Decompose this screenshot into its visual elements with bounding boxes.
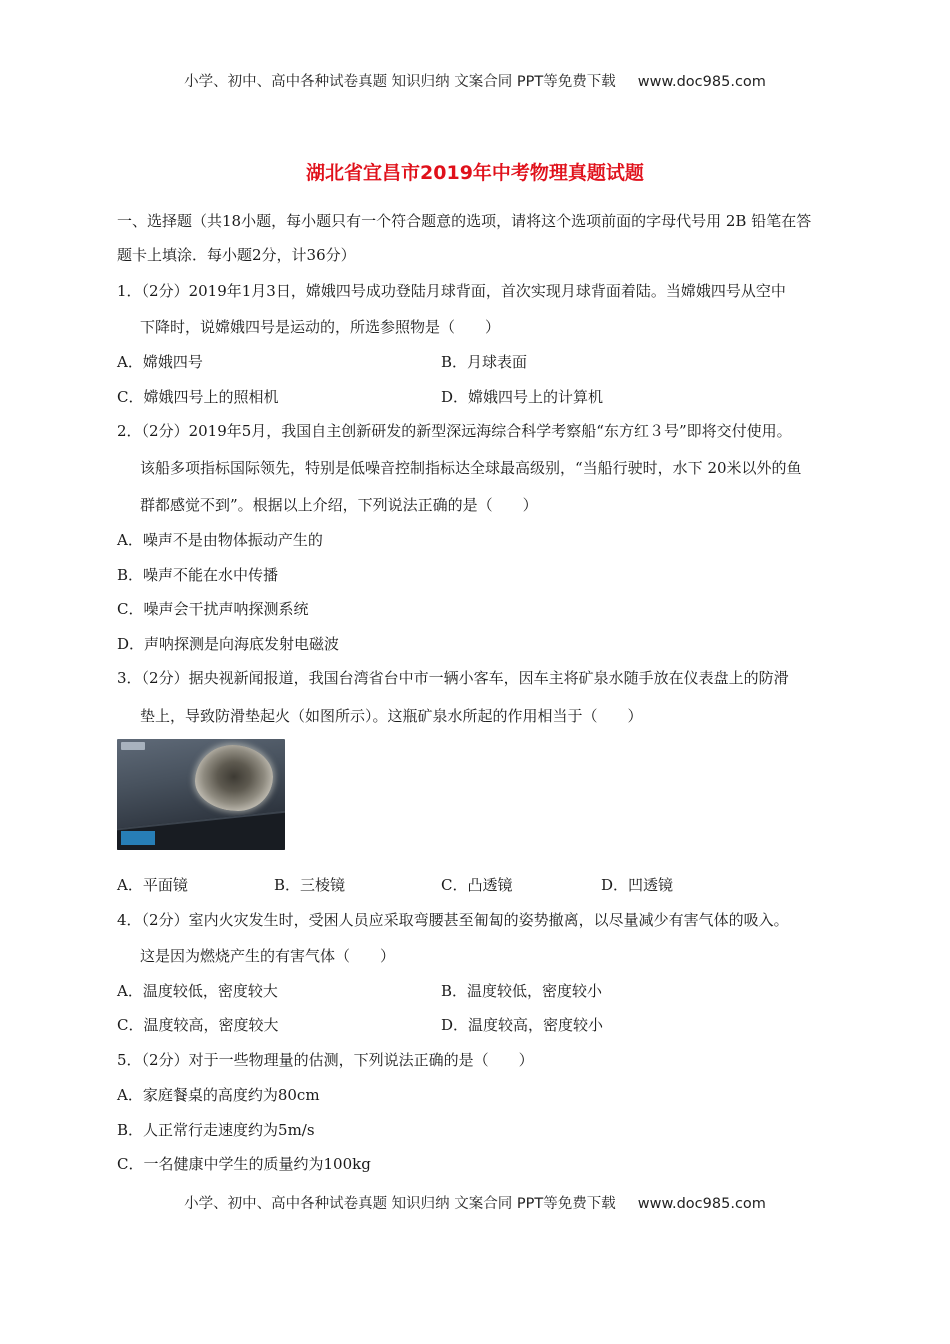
section-instructions-line-2: 题卡上填涂．每小题2分，计36分） — [117, 246, 356, 264]
question-2-option-c[interactable]: C．噪声会干扰声呐探测系统 — [117, 600, 309, 618]
page-header — [0, 70, 950, 91]
footer-site-link[interactable]: www.doc985.com — [637, 1196, 766, 1212]
question-4-option-b[interactable]: B．温度较低，密度较小 — [441, 982, 603, 1000]
question-5-option-c[interactable]: C．一名健康中学生的质量约为100kg — [117, 1155, 371, 1173]
question-4-option-d[interactable]: D．温度较高，密度较小 — [441, 1016, 604, 1034]
question-1-option-a[interactable]: A．嫦娥四号 — [117, 353, 203, 371]
question-3-option-d[interactable]: D．凹透镜 — [601, 876, 674, 894]
question-5-option-b[interactable]: B．人正常行走速度约为5m/s — [117, 1121, 315, 1139]
question-3-option-b[interactable]: B．三棱镜 — [274, 876, 346, 894]
question-1-option-d[interactable]: D．嫦娥四号上的计算机 — [441, 388, 604, 406]
tv-channel-logo — [121, 742, 145, 750]
header-site-link[interactable]: www.doc985.com — [637, 74, 766, 90]
section-instructions-line-1: 一、选择题（共18小题，每小题只有一个符合题意的选项，请将这个选项前面的字母代号用 2B 铅笔在答 — [117, 212, 812, 230]
question-3-line-1: 3．（2分）据央视新闻报道，我国台湾省台中市一辆小客车，因车主将矿泉水随手放在仪表盘上的防滑 — [117, 669, 789, 687]
question-4-option-c[interactable]: C．温度较高，密度较大 — [117, 1016, 279, 1034]
burned-mat-patch — [195, 745, 273, 811]
page-footer — [0, 1192, 950, 1213]
question-5-option-a[interactable]: A．家庭餐桌的高度约为80cm — [117, 1086, 320, 1104]
exam-title: 湖北省宜昌市2019年中考物理真题试题 — [306, 162, 644, 184]
question-2-option-b[interactable]: B．噪声不能在水中传播 — [117, 566, 279, 584]
question-2-option-d[interactable]: D．声呐探测是向海底发射电磁波 — [117, 635, 340, 653]
question-3-option-a[interactable]: A．平面镜 — [117, 876, 188, 894]
question-4-option-a[interactable]: A．温度较低，密度较大 — [117, 982, 278, 1000]
question-1-option-c[interactable]: C．嫦娥四号上的照相机 — [117, 388, 279, 406]
question-1-option-b[interactable]: B．月球表面 — [441, 353, 528, 371]
question-1-line-1: 1．（2分）2019年1月3日，嫦娥四号成功登陆月球背面，首次实现月球背面着陆。当嫦娥四号从空中 — [117, 282, 786, 300]
question-5-line-1: 5．（2分）对于一些物理量的估测，下列说法正确的是（ ） — [117, 1051, 534, 1069]
question-3-option-c[interactable]: C．凸透镜 — [441, 876, 513, 894]
question-2-line-1: 2．（2分）2019年5月，我国自主创新研发的新型深远海综合科学考察船“东方红３号”即将交付使用。 — [117, 422, 792, 440]
question-4-line-1: 4．（2分）室内火灾发生时，受困人员应采取弯腰甚至匍匐的姿势撤离，以尽量减少有害气体的吸入。 — [117, 911, 789, 929]
question-4-line-2: 这是因为燃烧产生的有害气体（ ） — [140, 947, 396, 965]
question-3-line-2: 垫上，导致防滑垫起火（如图所示）。这瓶矿泉水所起的作用相当于（ ） — [140, 707, 643, 725]
question-2-line-3: 群都感觉不到”。根据以上介绍，下列说法正确的是（ ） — [140, 496, 538, 514]
question-2-option-a[interactable]: A．噪声不是由物体振动产生的 — [117, 531, 323, 549]
header-text: 小学、初中、高中各种试卷真题 知识归纳 文案合同 PPT等免费下载 — [184, 74, 616, 90]
question-2-line-2: 该船多项指标国际领先，特别是低噪音控制指标达全球最高级别，“当船行驶时，水下 20米以外的鱼 — [140, 459, 802, 477]
dashboard-fire-photo — [117, 739, 285, 850]
news-caption-bar — [121, 831, 155, 845]
footer-text: 小学、初中、高中各种试卷真题 知识归纳 文案合同 PPT等免费下载 — [184, 1196, 616, 1212]
question-1-line-2: 下降时，说嫦娥四号是运动的，所选参照物是（ ） — [140, 318, 501, 336]
